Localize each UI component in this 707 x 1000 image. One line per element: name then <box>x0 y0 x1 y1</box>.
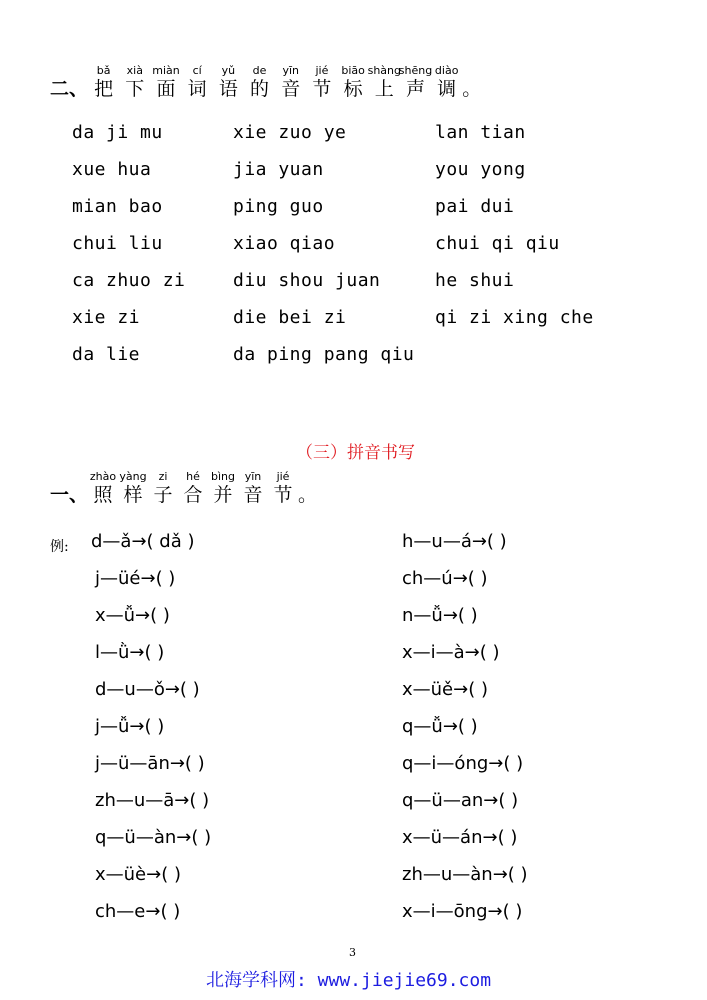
title-one-hanzi-2: 子 <box>153 484 173 506</box>
title-two-hanzi-11: 调 <box>437 78 457 100</box>
title-one-hanzi-4: 并 <box>213 484 233 506</box>
title-two-char-7 <box>306 64 337 100</box>
title-one-char-5 <box>238 470 268 506</box>
title-two-hanzi-7: 节 <box>312 78 332 100</box>
exercise-item-left: q—ü—àn→( ) <box>95 827 212 848</box>
pinyin-word: da ji mu <box>72 122 163 143</box>
title-two-pinyin-6: yīn <box>282 64 300 77</box>
exercise-item-left: x—ǚ→( ) <box>95 605 170 626</box>
title-one-pinyin-6: jié <box>276 470 290 483</box>
section-two-title <box>50 64 482 100</box>
title-one-pinyin-1: yàng <box>119 470 147 483</box>
site-footer: 北海学科网: www.jiejie69.com <box>206 970 492 991</box>
title-two-pinyin-1: xià <box>126 64 143 77</box>
title-two-hanzi-1: 下 <box>125 78 145 100</box>
pinyin-word: xie zuo ye <box>233 122 347 143</box>
title-one-char-6 <box>268 470 298 506</box>
title-one-pinyin-5: yīn <box>244 470 262 483</box>
title-two-char-2 <box>150 64 181 100</box>
pinyin-word: he shui <box>435 270 515 291</box>
title-two-pinyin-3: cí <box>192 64 202 77</box>
exercise-item-right: zh—u—àn→( ) <box>402 864 528 885</box>
exercise-item-left: l—ǜ→( ) <box>95 642 165 663</box>
title-two-pinyin-8: biāo <box>341 64 365 77</box>
exercise-item-right: x—i—à→( ) <box>402 642 500 663</box>
title-one-hanzi-5: 音 <box>243 484 263 506</box>
title-one-char-1 <box>118 470 148 506</box>
title-one-hanzi-0: 照 <box>93 484 113 506</box>
exercise-item-left: j—ǚ→( ) <box>95 716 165 737</box>
pinyin-word: lan tian <box>435 122 526 143</box>
title-two-char-10 <box>398 64 433 100</box>
title-two-pinyin-0: bǎ <box>96 64 111 77</box>
pinyin-word: xue hua <box>72 159 152 180</box>
title-two-char-6 <box>275 64 306 100</box>
pinyin-word: qi zi xing che <box>435 307 594 328</box>
exercise-item-left: zh—u—ā→( ) <box>95 790 210 811</box>
title-two-pinyin-7: jié <box>315 64 329 77</box>
exercise-item-right: x—i—ōng→( ) <box>402 901 523 922</box>
pinyin-word: you yong <box>435 159 526 180</box>
title-two-char-9 <box>367 64 401 100</box>
exercise-item-right: q—ü—an→( ) <box>402 790 519 811</box>
title-one-hanzi-1: 样 <box>123 484 143 506</box>
pinyin-word: xie zi <box>72 307 141 328</box>
pinyin-word: ping guo <box>233 196 324 217</box>
pinyin-word: pai dui <box>435 196 515 217</box>
title-two-char-3 <box>182 64 213 100</box>
title-two-char-8 <box>338 64 369 100</box>
title-one-pinyin-0: zhào <box>89 470 117 483</box>
pinyin-word: jia yuan <box>233 159 324 180</box>
title-two-char-11 <box>431 64 462 100</box>
section-two-suffix: 。 <box>462 78 482 100</box>
pinyin-word: da ping pang qiu <box>233 344 415 365</box>
title-two-hanzi-8: 标 <box>343 78 363 100</box>
title-one-pinyin-2: zi <box>158 470 168 483</box>
title-two-hanzi-10: 声 <box>405 78 425 100</box>
exercise-item-right: x—üě→( ) <box>402 679 488 700</box>
pinyin-word: diu shou juan <box>233 270 381 291</box>
pinyin-word: da lie <box>72 344 141 365</box>
example-item: d—ǎ→( dǎ ) <box>91 531 195 552</box>
title-one-pinyin-3: hé <box>186 470 200 483</box>
title-two-hanzi-0: 把 <box>94 78 114 100</box>
pinyin-word: xiao qiao <box>233 233 336 254</box>
title-two-pinyin-9: shàng <box>367 64 401 77</box>
exercise-item-left: x—üè→( ) <box>95 864 181 885</box>
title-one-char-0 <box>88 470 118 506</box>
title-two-hanzi-6: 音 <box>281 78 301 100</box>
title-two-pinyin-10: shēng <box>398 64 433 77</box>
exercise-item-right: x—ü—án→( ) <box>402 827 518 848</box>
example-label: 例: <box>50 539 69 555</box>
title-two-hanzi-3: 词 <box>187 78 207 100</box>
title-two-hanzi-9: 上 <box>374 78 394 100</box>
section-two-prefix: 二、 <box>50 78 89 100</box>
title-one-hanzi-3: 合 <box>183 484 203 506</box>
title-one-pinyin-4: bìng <box>211 470 236 483</box>
title-two-hanzi-2: 面 <box>156 78 176 100</box>
title-two-pinyin-5: de <box>252 64 267 77</box>
pinyin-word: ca zhuo zi <box>72 270 186 291</box>
pinyin-word: chui qi qiu <box>435 233 560 254</box>
title-two-pinyin-4: yǔ <box>221 64 236 77</box>
title-two-hanzi-5: 的 <box>250 78 270 100</box>
title-one-char-4 <box>208 470 238 506</box>
exercise-item-right: q—ǚ→( ) <box>402 716 478 737</box>
section-one-prefix: 一、 <box>50 484 89 506</box>
title-one-hanzi-6: 节 <box>273 484 293 506</box>
title-two-hanzi-4: 语 <box>218 78 238 100</box>
title-two-char-4 <box>213 64 244 100</box>
exercise-item-right: q—i—óng→( ) <box>402 753 524 774</box>
exercise-item-left: ch—e→( ) <box>95 901 181 922</box>
pinyin-word: chui liu <box>72 233 163 254</box>
exercise-item-left: d—u—ǒ→( ) <box>95 679 200 700</box>
section-three-heading: （三）拼音书写 <box>296 443 415 463</box>
exercise-item-left: j—ü—ān→( ) <box>95 753 205 774</box>
title-two-pinyin-2: miàn <box>152 64 180 77</box>
pinyin-word: die bei zi <box>233 307 347 328</box>
pinyin-word: mian bao <box>72 196 163 217</box>
title-two-pinyin-11: diào <box>434 64 459 77</box>
title-two-char-5 <box>244 64 275 100</box>
title-one-char-2 <box>148 470 178 506</box>
section-one-title <box>50 470 318 506</box>
page-number: 3 <box>349 946 356 959</box>
title-one-char-3 <box>178 470 208 506</box>
exercise-item-left: j—üé→( ) <box>95 568 176 589</box>
title-two-char-1 <box>119 64 150 100</box>
exercise-item-right: ch—ú→( ) <box>402 568 488 589</box>
exercise-item-right: h—u—á→( ) <box>402 531 507 552</box>
exercise-item-right: n—ǚ→( ) <box>402 605 478 626</box>
title-two-char-0 <box>88 64 119 100</box>
section-one-suffix: 。 <box>298 484 318 506</box>
